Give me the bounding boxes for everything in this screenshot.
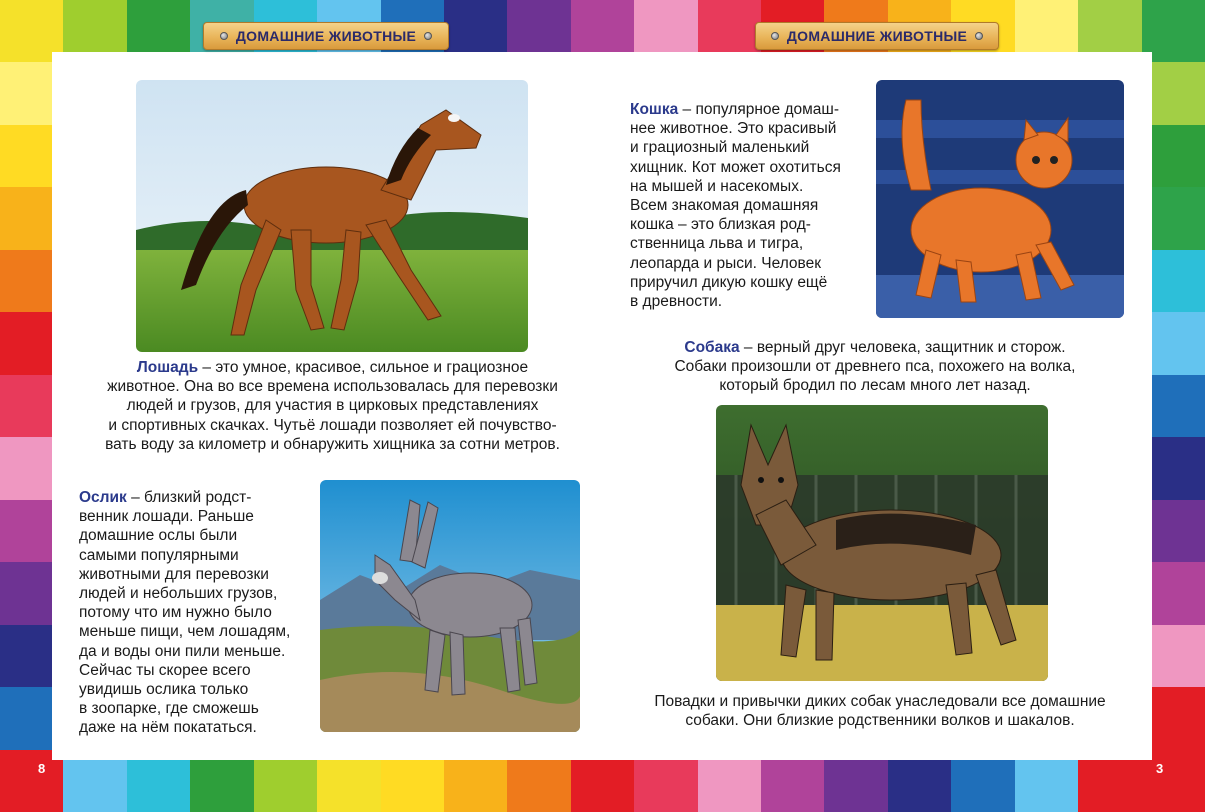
donkey-line: в зоопарке, где сможешь [79,700,259,718]
nail-icon [975,32,983,40]
left-section-title: ДОМАШНИЕ ЖИВОТНЫЕ [235,28,417,44]
cat-photo [876,80,1124,318]
cat-description [630,100,875,311]
cat-line: хищник. Кот может охотиться [630,158,841,176]
donkey-term: Ослик [79,489,127,506]
right-strip-block [1148,375,1205,438]
dog-description [615,338,1135,396]
nail-icon [220,32,228,40]
donkey-line: меньше пищи, чем лошадям, [79,623,291,641]
right-strip-block [1148,562,1205,625]
nail-icon [424,32,432,40]
horse-line-2: животное. Она во все времена использовалась для перевозки [107,378,558,396]
dog-photo [716,405,1048,681]
donkey-line: венник лошади. Раньше [79,508,254,526]
donkey-line: потому что им нужно было [79,604,272,622]
right-strip-block [1148,437,1205,500]
left-page-number: 8 [38,761,46,776]
right-strip-block [1148,500,1205,563]
right-strip-block [1148,125,1205,188]
cat-line: кошка – это близкая род- [630,216,811,234]
donkey-line: самыми популярными [79,546,239,564]
cat-line: в древности. [630,293,723,311]
right-strip-block [1148,625,1205,688]
right-page-number: 3 [1156,761,1164,776]
dog-footer-line: собаки. Они близкие родственники волков и шакалов. [685,712,1075,730]
right-strip-block [1148,687,1205,750]
donkey-line-1: Ослик – близкий родст- [79,489,252,506]
cat-line: леопарда и рыси. Человек [630,254,822,272]
right-section-title-plate [755,22,999,50]
donkey-description [79,488,319,738]
donkey-line: даже на нём покататься. [79,719,257,737]
dog-footer-text [615,692,1145,730]
donkey-line: домашние ослы были [79,527,238,545]
left-strip-block [0,625,57,688]
dog-line: который бродил по лесам много лет назад. [719,377,1031,395]
cat-line-1: Кошка – популярное домаш- [630,101,839,118]
left-strip-block [0,437,57,500]
right-strip-block [1148,312,1205,375]
right-strip-block [1148,62,1205,125]
dog-term: Собака [684,339,740,356]
left-strip-block [0,500,57,563]
cat-line: нее животное. Это красивый [630,120,837,138]
horse-term: Лошадь [136,359,199,376]
horse-description [60,358,605,454]
horse-line-1: Лошадь – это умное, красивое, сильное и грациозное [136,359,529,376]
left-strip-block [0,687,57,750]
donkey-photo [320,480,580,732]
cat-term: Кошка [630,101,679,118]
left-strip-block [0,125,57,188]
left-strip-block [0,562,57,625]
right-strip-block [1148,187,1205,250]
donkey-line: Сейчас ты скорее всего [79,661,251,679]
donkey-line: животными для перевозки [79,565,269,583]
cat-line: на мышей и насекомых. [630,177,804,195]
left-strip-block [0,312,57,375]
left-strip-block [0,187,57,250]
cat-line: Всем знакомая домашняя [630,197,819,215]
horse-line-3: людей и грузов, для участия в цирковых представлениях [126,397,539,415]
left-section-title-plate [203,22,449,50]
right-section-title: ДОМАШНИЕ ЖИВОТНЫЕ [786,28,968,44]
donkey-line: да и воды они пили меньше. [79,642,286,660]
nail-icon [771,32,779,40]
horse-line-4: и спортивных скачках. Чутьё лошади позволяет ей почувство- [108,416,557,434]
right-strip-block [1148,250,1205,313]
dog-footer-line: Повадки и привычки диких собак унаследовали все домашние [654,693,1106,710]
cat-line: ственница льва и тигра, [630,235,804,253]
cat-line: приручил дикую кошку ещё [630,273,828,291]
dog-line-1: Собака – верный друг человека, защитник и сторож. [684,339,1066,356]
donkey-line: людей и небольших грузов, [79,585,278,603]
horse-photo [136,80,528,352]
left-strip-block [0,62,57,125]
left-strip-block [0,375,57,438]
horse-line-5: вать воду за километр и обнаружить хищника за сотни метров. [105,435,560,453]
donkey-line: увидишь ослика только [79,681,249,699]
cat-line: и грациозный маленький [630,139,810,157]
dog-line: Собаки произошли от древнего пса, похожего на волка, [674,358,1076,376]
left-strip-block [0,250,57,313]
left-color-strip [0,62,57,750]
right-color-strip [1148,62,1205,750]
